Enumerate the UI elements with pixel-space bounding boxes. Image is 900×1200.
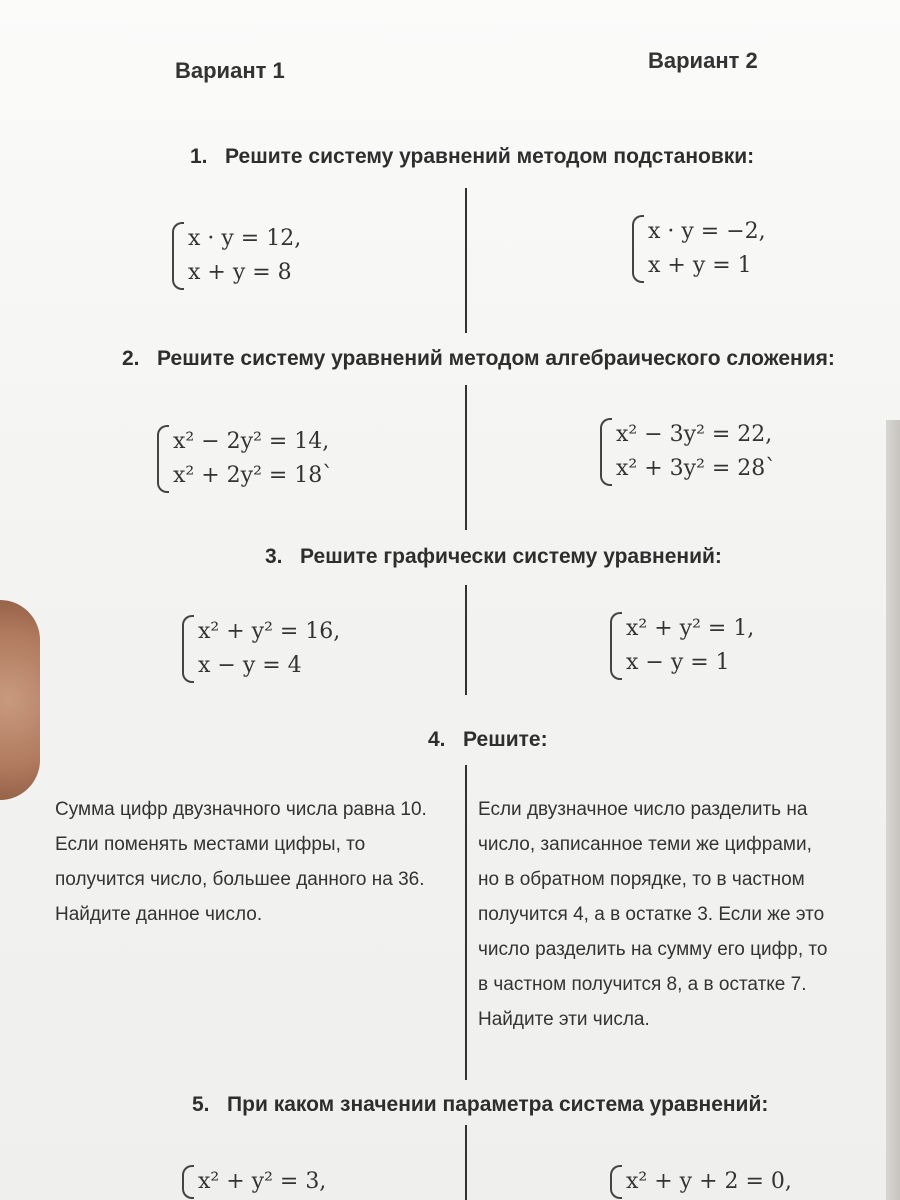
equation: x · y = −2,	[648, 219, 766, 244]
text-line: Найдите эти числа.	[478, 1009, 650, 1030]
equation: x² + y + 2 = 0,	[626, 1169, 792, 1194]
column-divider-4	[465, 765, 467, 1080]
text-line: но в обратном порядке, то в частном	[478, 869, 805, 890]
task-1-heading	[190, 145, 754, 169]
column-divider-2	[465, 385, 467, 530]
task-3-title: Решите графически систему уравнений:	[300, 545, 722, 568]
equation: x² + 2y² = 18`	[173, 463, 334, 488]
task-5-heading	[192, 1093, 768, 1117]
system-brace	[632, 215, 644, 283]
task-2-title: Решите систему уравнений методом алгебраического сложения:	[157, 347, 835, 370]
column-divider-1	[465, 188, 467, 333]
text-line: получится число, большее данного на 36.	[55, 869, 425, 890]
text-line: в частном получится 8, а в остатке 7.	[478, 974, 807, 995]
task-4-number: 4.	[428, 728, 446, 751]
equation: x² − 2y² = 14,	[173, 429, 330, 454]
equation: x + y = 1	[648, 253, 752, 278]
column-divider-5	[465, 1125, 467, 1200]
equation: x² + y² = 1,	[626, 616, 755, 641]
task-4-heading	[428, 728, 548, 752]
task-5-variant-2-system	[610, 1165, 792, 1199]
task-3-variant-1-system	[182, 615, 340, 683]
task-4-title: Решите:	[463, 728, 548, 751]
text-line: Если двузначное число разделить на	[478, 799, 808, 820]
system-brace	[172, 222, 184, 290]
text-line: Сумма цифр двузначного числа равна 10.	[55, 799, 427, 820]
task-1-variant-2-system	[632, 215, 766, 283]
task-3-number: 3.	[265, 545, 283, 568]
task-3-heading	[265, 545, 722, 569]
system-brace	[157, 425, 169, 493]
text-line: получится 4, а в остатке 3. Если же это	[478, 904, 825, 925]
text-line: число, записанное теми же цифрами,	[478, 834, 812, 855]
system-brace	[610, 1165, 622, 1199]
equation: x² + 3y² = 28`	[616, 456, 777, 481]
equation: x − y = 1	[626, 650, 730, 675]
task-2-variant-1-system	[157, 425, 333, 493]
column-divider-3	[465, 585, 467, 695]
text-line: Если поменять местами цифры, то	[55, 834, 366, 855]
system-brace	[182, 1165, 194, 1199]
equation: x + y = 8	[188, 260, 292, 285]
task-5-number: 5.	[192, 1093, 210, 1116]
task-2-heading	[122, 347, 835, 371]
task-1-variant-1-system	[172, 222, 301, 290]
task-1-number: 1.	[190, 145, 208, 168]
task-5-variant-1-system	[182, 1165, 326, 1199]
system-brace	[182, 615, 194, 683]
thumb-holding-page	[0, 600, 40, 800]
page-edge-shadow	[886, 420, 900, 1200]
system-brace	[610, 612, 622, 680]
equation: x − y = 4	[198, 653, 302, 678]
system-brace	[600, 418, 612, 486]
equation: x² + y² = 3,	[198, 1169, 327, 1194]
equation: x² + y² = 16,	[198, 619, 341, 644]
text-line: число разделить на сумму его цифр, то	[478, 939, 828, 960]
task-2-variant-2-system	[600, 418, 776, 486]
task-5-title: При каком значении параметра система уравнений:	[227, 1093, 769, 1116]
task-3-variant-2-system	[610, 612, 754, 680]
variant-1-heading: Вариант 1	[175, 58, 285, 83]
text-line: Найдите данное число.	[55, 904, 263, 925]
task-4-variant-2-text	[478, 792, 827, 1037]
equation: x · y = 12,	[188, 226, 302, 251]
equation: x² − 3y² = 22,	[616, 422, 773, 447]
variant-2-heading: Вариант 2	[648, 48, 758, 73]
task-4-variant-1-text	[55, 792, 427, 932]
task-1-title: Решите систему уравнений методом подстановки:	[225, 145, 755, 168]
task-2-number: 2.	[122, 347, 140, 370]
